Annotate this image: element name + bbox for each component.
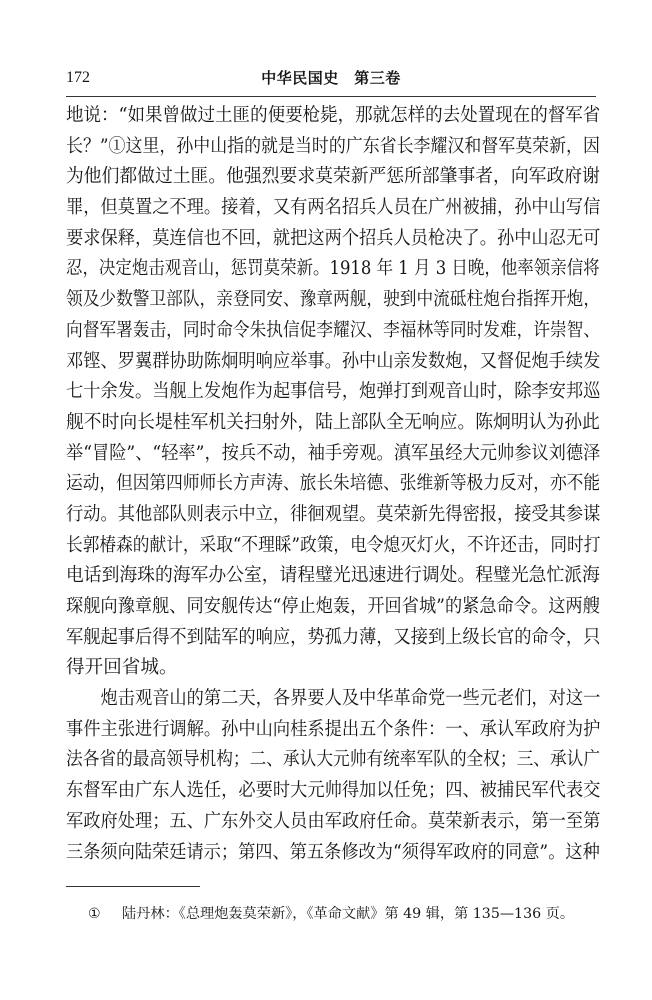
text-line: 行动。其他部队则表示中立，徘徊观望。莫荣新先得密报，接受其参谋 — [66, 503, 601, 525]
text-line: 忍，决定炮击观音山，惩罚莫荣新。1918 年 1 月 3 日晚，他率领亲信将 — [66, 258, 600, 280]
body-text — [66, 101, 600, 868]
text-line: 为他们都做过土匪。他强烈要求莫荣新严惩所部肇事者，向军政府谢 — [66, 166, 600, 188]
text-line: 三条须向陆荣廷请示；第四、第五条修改为“须得军政府的同意”。这种 — [66, 841, 600, 863]
header-rule — [66, 96, 596, 97]
text-line: 法各省的最高领导机构；二、承认大元帅有统率军队的全权；三、承认广 — [66, 749, 601, 771]
text-line: 地说：“如果曾做过土匪的便要枪毙，那就怎样的去处置现在的督军省 — [66, 105, 601, 126]
text-line: 领及少数警卫部队，亲登同安、豫章两舰，驶到中流砥柱炮台指挥开炮， — [66, 289, 601, 311]
text-line: 长？”①这里，孙中山指的就是当时的广东省长李耀汉和督军莫荣新，因 — [66, 135, 600, 157]
page-number: 172 — [66, 69, 90, 86]
text-line: 长郭椿森的献计，采取“不理睬”政策，电令熄灭灯火，不许还击，同时打 — [66, 534, 601, 556]
text-line: 炮击观音山的第二天，各界要人及中华革命党一些元老们，对这一 — [66, 688, 601, 710]
text-line: 电话到海珠的海军办公室，请程璧光迅速进行调处。程璧光急忙派海 — [66, 565, 600, 587]
footnote-rule — [66, 886, 200, 887]
text-line: 七十余发。当舰上发炮作为起事信号，炮弹打到观音山时，除李安邦巡 — [66, 381, 601, 403]
page-header — [66, 66, 596, 90]
text-line: 东督军由广东人选任，必要时大元帅得加以任免；四、被捕民军代表交 — [66, 780, 601, 802]
text-line: 舰不时向长堤桂军机关扫射外，陆上部队全无响应。陈炯明认为孙此 — [66, 411, 600, 433]
text-line: 邓铿、罗翼群协助陈炯明响应举事。孙中山亲发数炮，又督促炮手续发 — [66, 350, 601, 372]
text-line: 要求保释，莫连信也不回，就把这两个招兵人员枪决了。孙中山忍无可 — [66, 227, 601, 249]
text-line: 罪，但莫置之不理。接着，又有两名招兵人员在广州被捕，孙中山写信 — [66, 197, 601, 219]
text-line: 运动，但因第四师师长方声涛、旅长朱培德、张维新等极力反对，亦不能 — [66, 473, 601, 495]
text-line: 军舰起事后得不到陆军的响应，势孤力薄，又接到上级长官的命令，只 — [66, 626, 601, 648]
footnote-text: 陆丹林：《总理炮轰莫荣新》，《革命文献》第 49 辑，第 135—136 页。 — [122, 906, 575, 922]
running-head: 中华民国史 第三卷 — [261, 69, 401, 87]
text-line: 琛舰向豫章舰、同安舰传达“停止炮轰，开回省城”的紧急命令。这两艘 — [66, 596, 600, 617]
footnote — [88, 904, 574, 924]
text-line: 举“冒险”、“轻率”，按兵不动，袖手旁观。滇军虽经大元帅参议刘德泽 — [66, 442, 601, 464]
text-line: 得开回省城。 — [66, 657, 178, 679]
text-line: 事件主张进行调解。孙中山向桂系提出五个条件：一、承认军政府为护 — [66, 718, 601, 740]
text-line: 军政府处理；五、广东外交人员由军政府任命。莫荣新表示，第一至第 — [66, 810, 601, 832]
footnote-marker: ① — [88, 906, 101, 922]
text-line: 向督军署轰击，同时命令朱执信促李耀汉、李福林等同时发难，许崇智、 — [66, 319, 601, 341]
